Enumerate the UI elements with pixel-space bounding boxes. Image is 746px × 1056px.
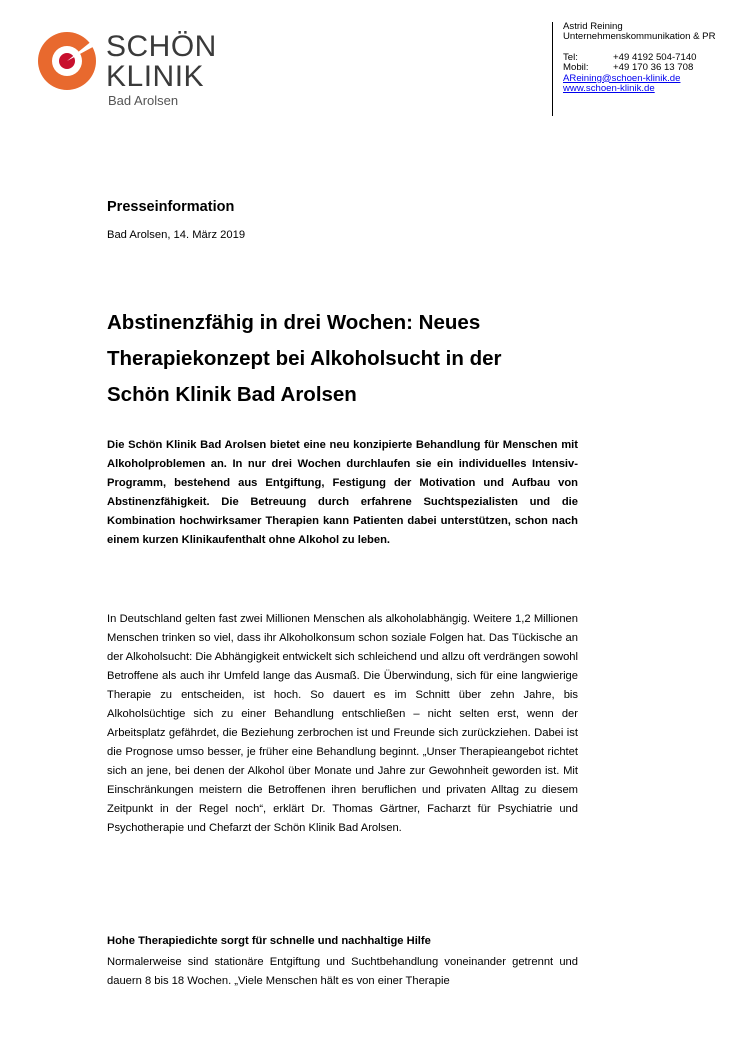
contact-name: Astrid Reining bbox=[563, 21, 623, 32]
logo-location: Bad Arolsen bbox=[108, 93, 179, 108]
section-subheading: Hohe Therapiedichte sorgt für schnelle und nachhaltige Hilfe bbox=[107, 935, 431, 947]
mobil-label: Mobil: bbox=[563, 62, 589, 74]
logo-word-1: SCHÖN bbox=[106, 30, 217, 63]
contact-department: Unternehmenskommunikation & PR bbox=[563, 31, 716, 43]
body-paragraph-1: In Deutschland gelten fast zwei Millionen Menschen als alkoholabhängig. Weitere 1,2 Millionen Menschen trinken so viel, dass ihr Alkoholkonsum schon soziale Folgen hat. Das Tückische an der Alkoholsucht: Die Abhängigkeit entwickelt sich schleichend und allzu oft verdrängen sowohl Betroffene als auch ihr Umfeld lange das Ausmaß. Die Überwindung, sich für eine langwierige Therapie zu entscheiden, ist hoch. So dauert es im Schnitt über zehn Jahre, bis Alkoholsüchtige sich zu einer Behandlung entschließen – nicht selten erst, wenn der Arbeitsplatz gefährdet, die Beziehung zerbrochen ist und Freunde sich zurückziehen. Dabei ist die Prognose umso besser, je früher eine Behandlung beginnt. „Unser Therapieangebot richtet sich an jene, bei denen der Alkohol über Monate und Jahre zur Gewohnheit geworden ist. Mit Einschränkungen meistern die Betroffenen ihren beruflichen und privaten Alltag zu diesem Zeitpunkt in der Regel noch“, erklärt Dr. Thomas Gärtner, Facharzt für Psychiatrie und Psychotherapie und Chefarzt der Schön Klinik Bad Arolsen. bbox=[107, 613, 578, 834]
tel-value: +49 4192 504-7140 bbox=[613, 51, 697, 63]
contact-block bbox=[552, 22, 746, 116]
document-kicker: Presseinformation bbox=[107, 199, 235, 215]
headline-line-3: Schön Klinik Bad Arolsen bbox=[107, 383, 357, 406]
clinic-logo-icon bbox=[36, 28, 102, 94]
lead-paragraph: Die Schön Klinik Bad Arolsen bietet eine neu konzipierte Behandlung für Menschen mit Alkoholproblemen an. In nur drei Wochen durchlaufen sie ein individuelles Intensiv-Programm, bestehend aus Entgiftung, Festigung der Motivation und Aufbau von Abstinenzfähigkeit. Die Betreuung durch erfahrene Suchtspezialisten und die Kombination hochwirksamer Therapien kann Patienten dabei unterstützen, schon nach einem kurzen Klinikaufenthalt ohne Alkohol zu leben. bbox=[107, 439, 578, 546]
website-link[interactable]: www.schoen-klinik.de bbox=[563, 83, 655, 95]
headline-line-2: Therapiekonzept bei Alkoholsucht in der bbox=[107, 347, 502, 370]
email-link[interactable]: AReining@schoen-klinik.de bbox=[563, 72, 681, 84]
headline-line-1: Abstinenzfähig in drei Wochen: Neues bbox=[107, 311, 481, 334]
dateline: Bad Arolsen, 14. März 2019 bbox=[107, 229, 246, 241]
headline bbox=[107, 305, 627, 413]
logo-word-2: KLINIK bbox=[106, 60, 205, 93]
mobil-value: +49 170 36 13 708 bbox=[613, 62, 694, 74]
clinic-logo bbox=[36, 24, 236, 114]
tel-label: Tel: bbox=[563, 51, 578, 63]
body-paragraph-2: Normalerweise sind stationäre Entgiftung und Suchtbehandlung voneinander getrennt und dauern 8 bis 18 Wochen. „Viele Menschen hält es von einer Therapie bbox=[107, 956, 578, 987]
